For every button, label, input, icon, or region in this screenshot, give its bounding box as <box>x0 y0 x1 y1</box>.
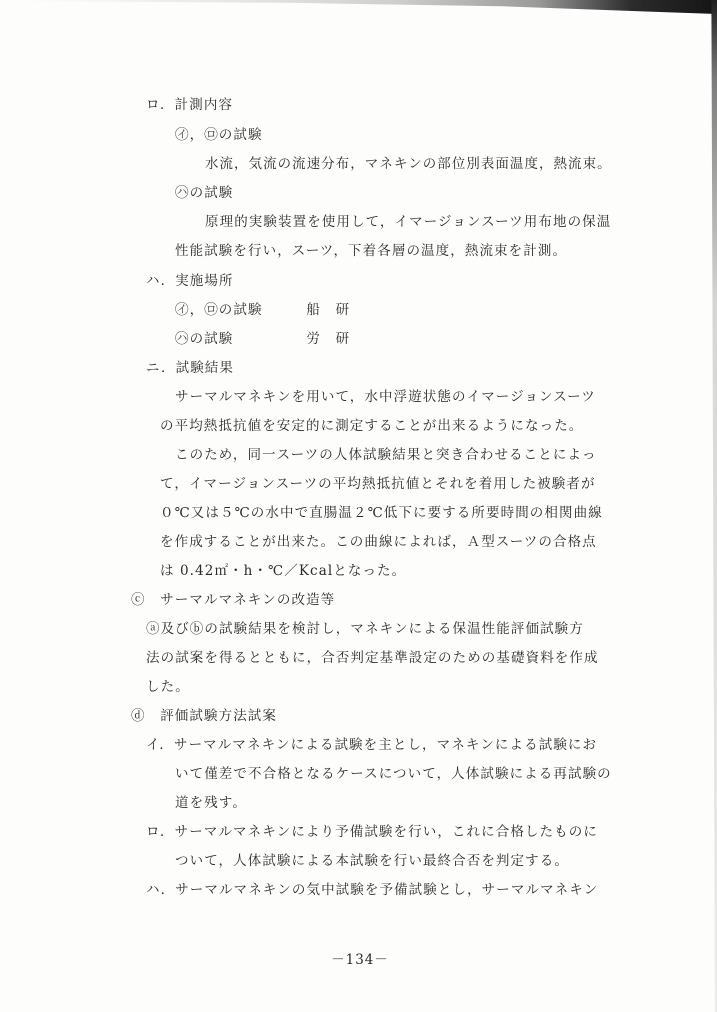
text-line: ⓐ及びⓑの試験結果を検討し，マネキンによる保温性能評価試験方 <box>146 621 584 637</box>
text-line: 原理的実験装置を使用して，イマージョンスーツ用布地の保温 <box>205 214 612 230</box>
page-number: －134－ <box>331 952 389 968</box>
heading-venue: ハ．実施場所 <box>146 273 234 289</box>
scan-shadow-right <box>703 0 717 1012</box>
text-line: した。 <box>146 679 190 695</box>
list-item-i: イ．サーマルマネキンによる試験を主とし，マネキンによる試験にお <box>146 737 598 753</box>
scan-shadow-top <box>0 0 717 14</box>
heading-measurement-content: ロ．計測内容 <box>146 97 234 113</box>
text-line: の平均熱抵抗値を安定的に測定することが出来るようになった。 <box>160 418 584 434</box>
text-line: 性能試験を行い，スーツ，下着各層の温度，熱流束を計測。 <box>175 243 568 259</box>
text-line: サーマルマネキンを用いて，水中浮遊状態のイマージョンスーツ <box>175 389 596 405</box>
text-line: を作成することが出来た。この曲線によれば，Ａ型スーツの合格点 <box>160 534 597 550</box>
venue-row: ㋑，㋺の試験 船 研 <box>175 302 351 318</box>
text-line: 法の試案を得るとともに，合否判定基準設定のための基礎資料を作成 <box>146 650 599 666</box>
subheading-test-c: ㋩の試験 <box>175 185 234 201</box>
subheading-tests-a-b: ㋑，㋺の試験 <box>175 127 263 143</box>
text-line: このため，同一スーツの人体試験結果と突き合わせることによっ <box>175 447 597 463</box>
text-line: いて僅差で不合格となるケースについて，人体試験による再試験の <box>175 766 612 782</box>
heading-test-results: ニ．試験結果 <box>146 360 235 376</box>
list-item-ha: ハ．サーマルマネキンの気中試験を予備試験とし，サーマルマネキン <box>146 882 599 898</box>
list-item-ro: ロ．サーマルマネキンにより予備試験を行い，これに合格したものに <box>146 824 598 840</box>
text-line: 水流，気流の流速分布，マネキンの部位別表面温度，熱流束。 <box>205 156 612 172</box>
text-line: 道を残す。 <box>175 795 247 811</box>
heading-mannequin-modification: ⓒ サーマルマネキンの改造等 <box>131 592 336 608</box>
text-line: ついて，人体試験による本試験を行い最終合否を判定する。 <box>175 853 569 869</box>
text-line: て，イマージョンスーツの平均熱抵抗値とそれを着用した被験者が <box>160 476 596 492</box>
text-line: は 0.42㎡・h・℃／Kcalとなった。 <box>160 563 407 579</box>
text-line: ０℃又は５℃の水中で直腸温２℃低下に要する所要時間の相関曲線 <box>160 505 603 521</box>
venue-row: ㋩の試験 労 研 <box>175 331 351 347</box>
heading-evaluation-test-draft: ⓓ 評価試験方法試案 <box>131 708 277 724</box>
